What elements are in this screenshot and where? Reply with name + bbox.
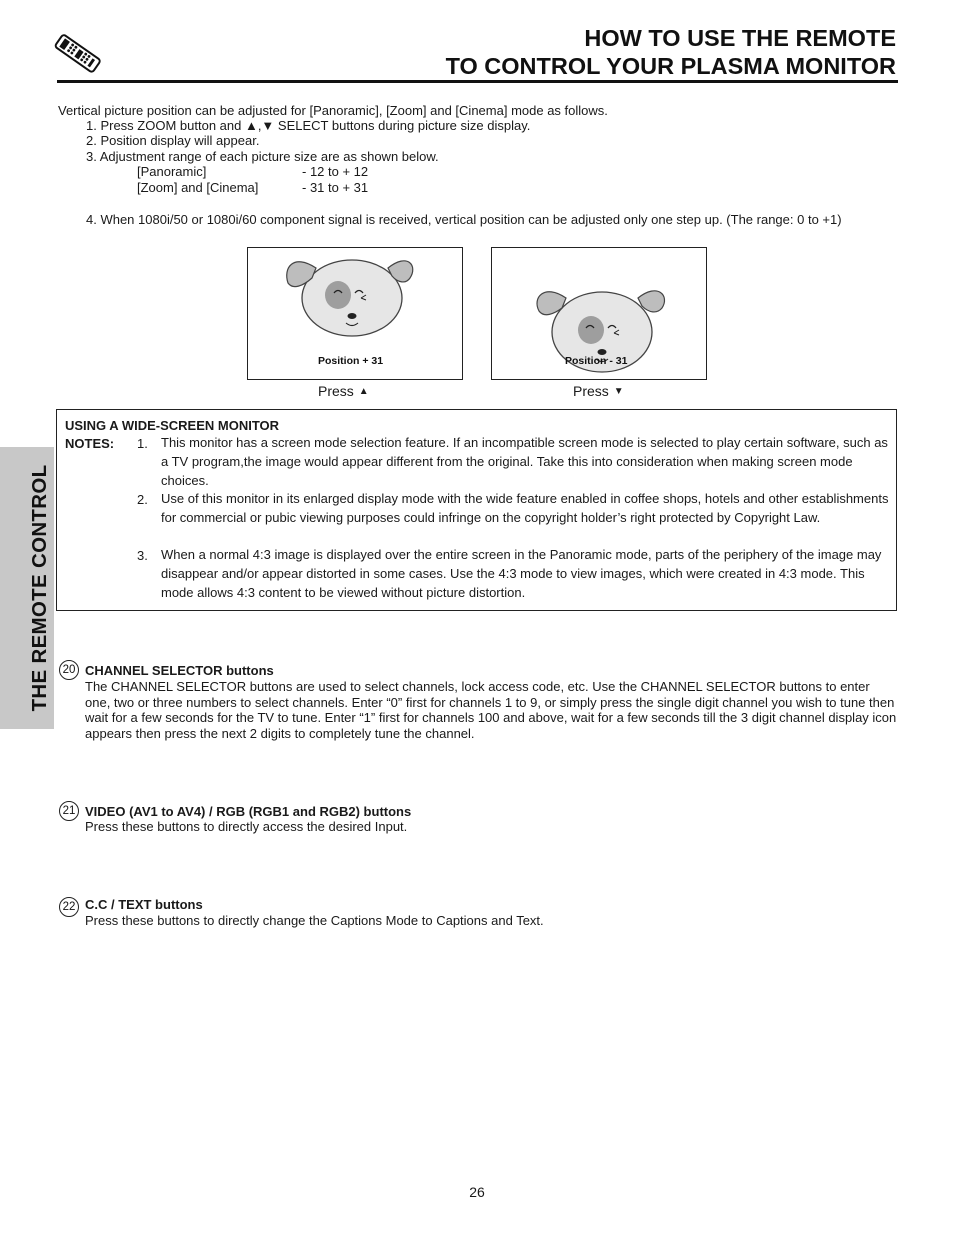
- notes-label: NOTES:: [65, 436, 115, 451]
- side-tab-label: THE REMOTE CONTROL: [28, 464, 51, 712]
- section-body-video-rgb: Press these buttons to directly access the desired Input.: [85, 819, 408, 834]
- section-number-badge: 21: [59, 801, 79, 821]
- press-down-text: Press: [573, 383, 609, 399]
- remote-control-icon: [53, 28, 103, 78]
- note-number: 3.: [137, 548, 148, 563]
- header-divider: [57, 80, 898, 83]
- section-body-cc-text: Press these buttons to directly change the Captions Mode to Captions and Text.: [85, 913, 544, 928]
- range-value-zoom-cinema: - 31 to + 31: [302, 180, 369, 195]
- section-title-channel-selector: CHANNEL SELECTOR buttons: [85, 663, 274, 678]
- page-title-line1: HOW TO USE THE REMOTE: [584, 25, 896, 51]
- note-text: This monitor has a screen mode selection feature. If an incompatible screen mode is selected to play certain software, such as a TV program,the image would appear different from the original. Take this into consideration when making screen mode choices.: [161, 435, 888, 488]
- page-title-line2: TO CONTROL YOUR PLASMA MONITOR: [445, 53, 896, 79]
- range-label-zoom-cinema: [Zoom] and [Cinema]: [137, 180, 259, 195]
- position-label-up: Position + 31: [318, 355, 384, 367]
- intro-step-1: 1. Press ZOOM button and ▲,▼ SELECT buttons during picture size display.: [86, 118, 531, 133]
- intro-step-3: 3. Adjustment range of each picture size are as shown below.: [86, 149, 439, 164]
- intro-line: Vertical picture position can be adjusted for [Panoramic], [Zoom] and [Cinema] mode as follows.: [58, 103, 608, 118]
- figure-position-up: [247, 247, 463, 380]
- figure-position-down: [491, 247, 707, 380]
- note-number: 1.: [137, 436, 148, 451]
- section-body-channel-selector: The CHANNEL SELECTOR buttons are used to select channels, lock access code, etc. Use the CHANNEL SELECTOR buttons to enter one, two or three numbers to select channels. Enter “0” first for channels 1 to 9, or simply press the single digit channel you wish to tune then wait for a few seconds for the TV to tune. Enter “1” first for channels 100 and above, wait for a few seconds till the 3 digit channel display icon appears then press the next 2 digits to completely tune the channel.: [85, 679, 897, 741]
- notes-box: [56, 409, 897, 611]
- note-text: When a normal 4:3 image is displayed over the entire screen in the Panoramic mode, parts of the periphery of the image may disappear and/or appear distorted in some cases. Use the 4:3 mode to view images, which were created in 4:3 mode. This mode allows 4:3 content to be viewed without picture distortion.: [161, 547, 882, 600]
- note-text: Use of this monitor in its enlarged display mode with the wide feature enabled in coffee shops, hotels and other establishments for commercial or pubic viewing purposes could infringe on the copyright holder’s right protected by Copyright Law.: [161, 491, 889, 525]
- section-number-badge: 22: [59, 897, 79, 917]
- press-up-label: [318, 383, 369, 399]
- press-down-label: [573, 383, 624, 399]
- intro-step-4: 4. When 1080i/50 or 1080i/60 component signal is received, vertical position can be adjusted only one step up. (The range: 0 to +1): [86, 212, 842, 227]
- press-up-text: Press: [318, 383, 354, 399]
- page-number: 26: [469, 1184, 485, 1200]
- section-title-cc-text: C.C / TEXT buttons: [85, 897, 203, 912]
- notes-heading: USING A WIDE-SCREEN MONITOR: [65, 418, 280, 433]
- section-number-badge: 20: [59, 660, 79, 680]
- page-title: [446, 24, 896, 80]
- up-arrow-icon: ▲: [358, 386, 369, 397]
- intro-step-2: 2. Position display will appear.: [86, 133, 260, 148]
- position-label-down: Position - 31: [565, 355, 628, 367]
- note-number: 2.: [137, 492, 148, 507]
- range-value-panoramic: - 12 to + 12: [302, 164, 369, 179]
- section-title-video-rgb: VIDEO (AV1 to AV4) / RGB (RGB1 and RGB2) buttons: [85, 804, 412, 819]
- range-label-panoramic: [Panoramic]: [137, 164, 207, 179]
- down-arrow-icon: ▼: [613, 386, 624, 397]
